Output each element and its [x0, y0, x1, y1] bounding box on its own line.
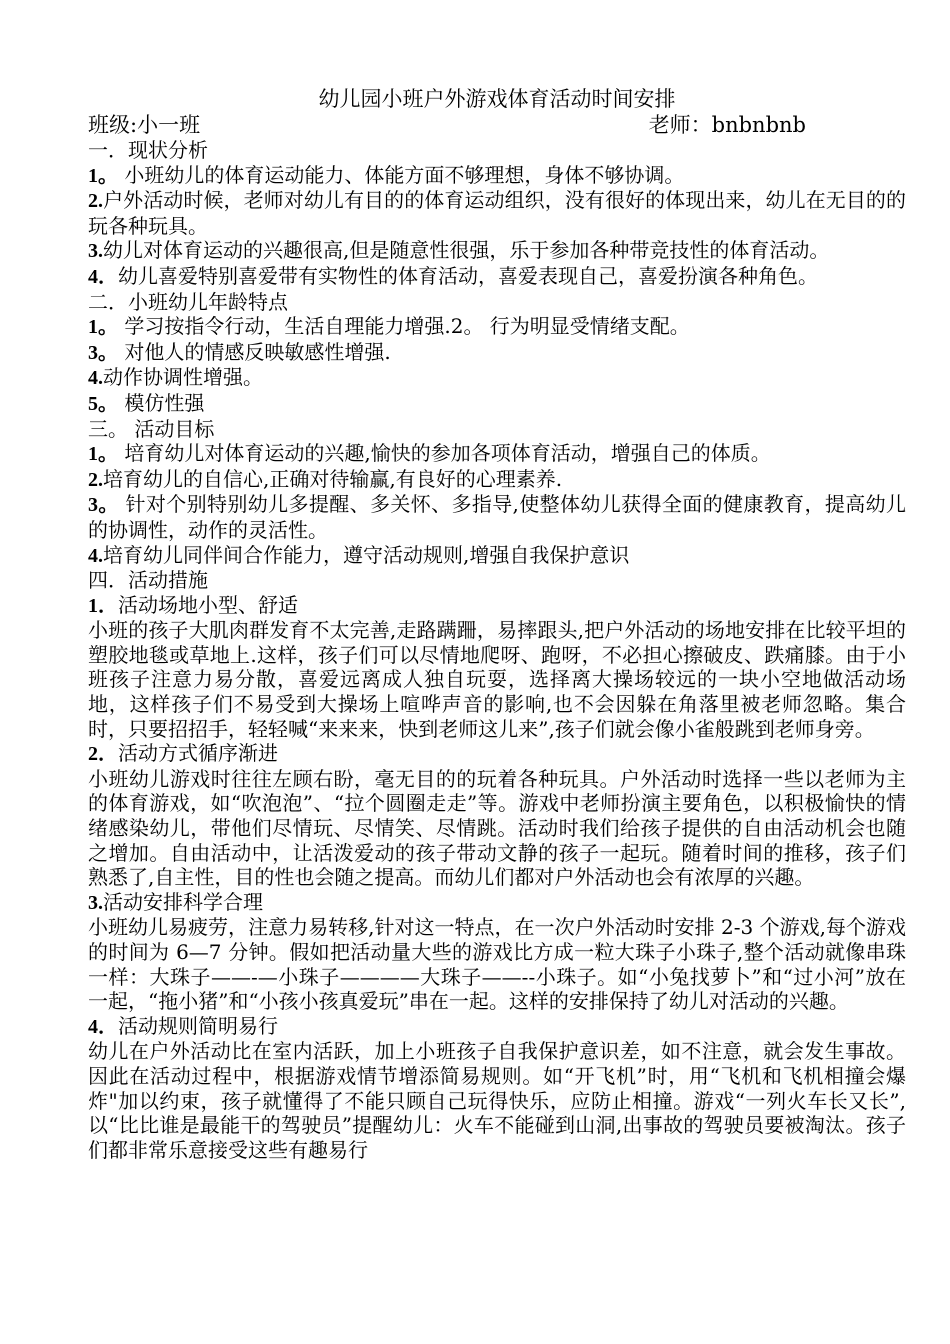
list-item — [88, 238, 906, 264]
subsection-number: 3. — [88, 891, 103, 914]
document-page — [88, 86, 906, 1162]
subsection-number: 4． — [88, 1015, 118, 1038]
item-number: 2. — [88, 190, 103, 213]
list-item — [88, 264, 906, 290]
list-item — [88, 467, 906, 493]
list-item — [88, 543, 906, 569]
item-number: 4． — [88, 265, 118, 288]
item-text: 针对个别特别幼儿多提醒、多关怀、多指导,使整体幼儿获得全面的健康教育，提高幼儿的协调性，动作的灵活性。 — [88, 492, 907, 542]
list-item — [88, 340, 906, 366]
subsection-title-text: 活动方式循序渐进 — [118, 741, 278, 766]
item-text: 幼儿对体育运动的兴趣很高,但是随意性很强，乐于参加各种带竞技性的体育活动。 — [103, 238, 830, 263]
list-item — [88, 188, 906, 238]
section-heading: 二．小班幼儿年龄特点 — [88, 289, 288, 314]
section-heading: 四．活动措施 — [88, 568, 208, 593]
item-number: 3。 — [88, 341, 118, 364]
list-item — [88, 391, 906, 417]
item-text: 培育幼儿对体育运动的兴趣,愉快的参加各项体育活动，增强自己的体质。 — [118, 441, 771, 466]
subsection-title-text: 活动规则简明易行 — [118, 1013, 278, 1038]
list-item — [88, 314, 906, 340]
list-item — [88, 163, 906, 189]
item-number: 3. — [88, 240, 103, 263]
subsection-number: 2． — [88, 743, 118, 766]
section-heading: 一．现状分析 — [88, 138, 208, 162]
item-number: 4. — [88, 544, 103, 567]
subsection-body: 小班的孩子大肌肉群发育不太完善,走路蹒跚，易摔跟头,把户外活动的场地安排在比较平坦的塑胶地毯或草地上.这样，孩子们可以尽情地爬呀、跑呀，不必担心擦破皮、跌痛膝。由于小班孩子注意力易分散，喜爱远离成人独自玩耍，选择离大操场较远的一块小空地做活动场地，这样孩子们不易受到大操场上喧哗声音的影响,也不会因躲在角落里被老师忽略。集合时，只要招招手，轻轻喊“来来来，快到老师这儿来”,孩子们就会像小雀般跳到老师身旁。 — [88, 618, 906, 741]
subsection-number: 1． — [88, 594, 118, 617]
subsection-title — [88, 1014, 906, 1040]
item-text: 幼儿喜爱特别喜爱带有实物性的体育活动，喜爱表现自己，喜爱扮演各种角色。 — [118, 263, 818, 288]
item-text: 培育幼儿同伴间合作能力，遵守活动规则,增强自我保护意识 — [103, 542, 630, 567]
item-number: 1。 — [88, 443, 118, 466]
subsection-body: 小班幼儿游戏时往往左顾右盼，毫无目的的玩着各种玩具。户外活动时选择一些以老师为主的体育游戏，如“吹泡泡”、“拉个圆圈走走”等。游戏中老师扮演主要角色，以积极愉快的情绪感染幼儿，带他们尽情玩、尽情笑、尽情跳。活动时我们给孩子提供的自由活动机会也随之增加。自由活动中，让活泼爱动的孩子带动文静的孩子一起玩。随着时间的推移，孩子们熟悉了,自主性，目的性也会随之提高。而幼儿们都对户外活动也会有浓厚的兴趣。 — [88, 766, 906, 890]
item-number: 2. — [88, 468, 103, 491]
document-title: 幼儿园小班户外游戏体育活动时间安排 — [318, 87, 676, 111]
list-item — [88, 492, 906, 542]
list-item — [88, 365, 906, 391]
item-text: 模仿性强 — [118, 390, 205, 415]
subsection-title — [88, 890, 906, 916]
item-text: 对他人的情感反映敏感性增强. — [118, 339, 391, 364]
subsection-body: 小班幼儿易疲劳，注意力易转移,针对这一特点，在一次户外活动时安排 2-3 个游戏,每个游戏的时间为 6—7 分钟。假如把活动量大些的游戏比方成一粒大珠子小珠子,整个活动就像串珠一样：大珠子——-—小珠子————大珠子——--小珠子。如“小兔找萝卜”和“过小河”放在一起，“拖小猪”和“小孩小孩真爱玩”串在一起。这样的安排保持了幼儿对活动的兴趣。 — [88, 915, 906, 1014]
subsection-body: 幼儿在户外活动比在室内活跃，加上小班孩子自我保护意识差，如不注意，就会发生事故。因此在活动过程中，根据游戏情节增添简易规则。如“开飞机”时，用“飞机和飞机相撞会爆炸"加以约束，孩子就懂得了不能只顾自己玩得快乐，应防止相撞。游戏“一列火车长又长”,以“比比谁是最能干的驾驶员”提醒幼儿：火车不能碰到山洞,出事故的驾驶员要被淘汰。孩子们都非常乐意接受这些有趣易行 — [88, 1039, 906, 1162]
subsection-title-text: 活动安排科学合理 — [103, 889, 263, 914]
item-number: 4. — [88, 367, 103, 390]
item-text: 学习按指令行动，生活自理能力增强.2。 行为明显受情绪支配。 — [118, 314, 690, 339]
teacher-label: 老师：bnbnbnb — [648, 113, 806, 137]
item-number: 1。 — [88, 164, 118, 187]
item-text: 培育幼儿的自信心,正确对待输赢,有良好的心理素养. — [103, 466, 563, 491]
item-number: 3。 — [88, 494, 119, 517]
subsection-title-text: 活动场地小型、舒适 — [118, 592, 298, 617]
item-number: 5。 — [88, 392, 118, 415]
subsection-title — [88, 741, 906, 767]
header-line — [88, 112, 906, 138]
item-text: 动作协调性增强。 — [103, 365, 263, 390]
subsection-title — [88, 593, 906, 619]
list-item — [88, 441, 906, 467]
item-text: 户外活动时候，老师对幼儿有目的的体育运动组织，没有很好的体现出来，幼儿在无目的的玩各种玩具。 — [88, 188, 906, 238]
item-number: 1。 — [88, 316, 118, 339]
section-heading: 三。 活动目标 — [88, 416, 215, 441]
class-label: 班级:小一班 — [88, 113, 201, 137]
item-text: 小班幼儿的体育运动能力、体能方面不够理想，身体不够协调。 — [118, 162, 685, 187]
